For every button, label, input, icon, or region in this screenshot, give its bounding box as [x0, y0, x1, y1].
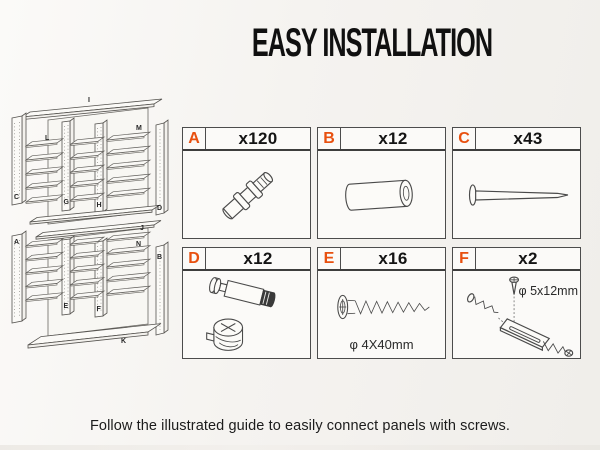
side-panel-c	[12, 113, 26, 205]
cam-lock	[206, 319, 242, 350]
anti-tip-bracket	[500, 318, 549, 349]
diagram-label-m: M	[136, 125, 142, 132]
part-box-d	[182, 247, 311, 359]
part-box-b	[317, 127, 446, 239]
part-box-e-body	[318, 271, 445, 358]
part-letter-f: F	[453, 248, 476, 269]
nail-icon	[459, 170, 575, 220]
page-title: EASY INSTALLATION	[251, 21, 493, 65]
part-box-f	[452, 247, 581, 359]
part-letter-b: B	[318, 128, 341, 149]
part-quantity-f: x2	[518, 248, 538, 268]
part-box-f-header	[453, 248, 580, 271]
screw-size-label: φ 4X40mm	[349, 337, 414, 352]
cam-bolt-and-lock-icon	[193, 272, 301, 358]
divider-panel-g	[62, 118, 74, 211]
diagram-label-c: C	[14, 194, 20, 201]
part-box-d-body	[183, 271, 310, 358]
wood-screw-icon	[326, 282, 438, 332]
side-panel-d	[156, 120, 168, 215]
bracket-screw-size-label: φ 5x12mm	[518, 284, 578, 298]
diagram-label-f: F	[96, 306, 101, 313]
wooden-dowel-icon	[330, 168, 434, 222]
part-box-b-header	[318, 128, 445, 151]
diagram-label-e: E	[63, 303, 69, 310]
part-box-e	[317, 247, 446, 359]
part-quantity-b: x12	[378, 128, 408, 148]
part-box-c	[452, 127, 581, 239]
part-letter-d: D	[183, 248, 206, 269]
part-box-f-body	[453, 271, 580, 358]
part-letter-c: C	[453, 128, 476, 149]
diagram-label-j: J	[140, 225, 144, 232]
part-box-a-body	[183, 151, 310, 238]
diagram-label-d: D	[157, 205, 163, 212]
part-quantity-c: x43	[513, 128, 543, 148]
part-quantity-a: x120	[238, 128, 278, 148]
small-screw-angled	[466, 292, 500, 316]
diagram-label-h: H	[96, 202, 102, 209]
part-quantity-d: x12	[243, 248, 273, 268]
part-box-b-body	[318, 151, 445, 238]
part-letter-e: E	[318, 248, 341, 269]
shelving-exploded-view	[8, 90, 180, 402]
part-letter-a: A	[183, 128, 206, 149]
cam-connector-icon	[199, 155, 295, 235]
diagram-label-k: K	[121, 338, 127, 345]
part-box-e-header	[318, 248, 445, 271]
diagram-label-n: N	[136, 241, 142, 248]
diagram-label-l: L	[45, 135, 50, 142]
diagram-label-i: I	[88, 97, 90, 104]
long-screw-angled	[543, 341, 572, 356]
diagram-label-a: A	[14, 239, 20, 246]
part-box-d-header	[183, 248, 310, 271]
part-box-c-body	[453, 151, 580, 238]
diagram-label-g: G	[63, 199, 69, 206]
part-quantity-e: x16	[378, 248, 408, 268]
caption-text: Follow the illustrated guide to easily connect panels with screws.	[89, 418, 511, 434]
part-box-c-header	[453, 128, 580, 151]
page-title-wrap	[181, 21, 562, 66]
part-box-a-header	[183, 128, 310, 151]
part-box-a	[182, 127, 311, 239]
exploded-assembly-diagram	[8, 90, 180, 402]
diagram-label-b: B	[157, 254, 163, 261]
